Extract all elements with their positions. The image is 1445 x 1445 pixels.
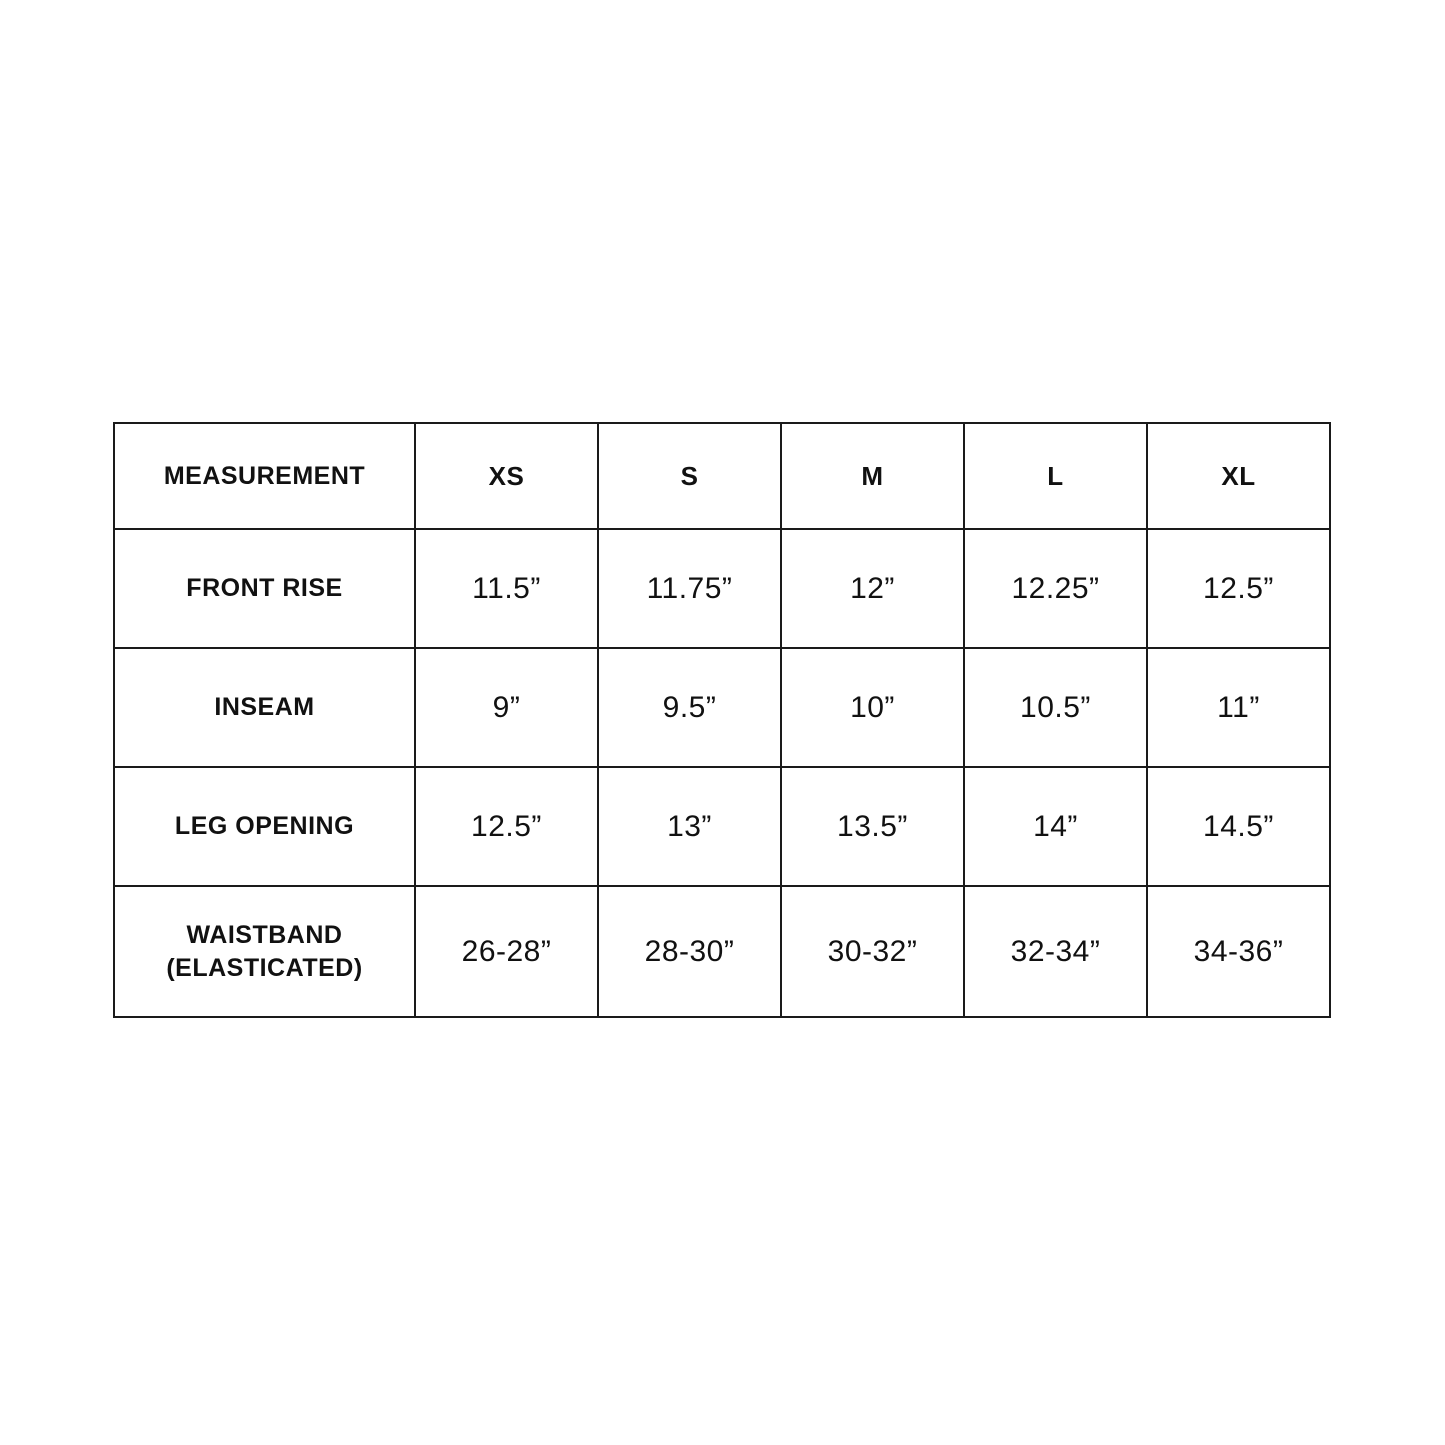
table-cell: 9.5” [598, 648, 781, 767]
row-label-leg-opening [114, 767, 415, 886]
table-cell: 12.5” [415, 767, 598, 886]
table-cell: 34-36” [1147, 886, 1330, 1017]
row-label-text: INSEAM [214, 693, 315, 722]
row-label-front-rise [114, 529, 415, 648]
table-row [114, 767, 1330, 886]
table-cell: 10.5” [964, 648, 1147, 767]
table-cell: 12” [781, 529, 964, 648]
table-cell: 13” [598, 767, 781, 886]
table-row [114, 648, 1330, 767]
table-cell: 30-32” [781, 886, 964, 1017]
table-cell: 14.5” [1147, 767, 1330, 886]
table-row [114, 529, 1330, 648]
header-size-l: L [964, 423, 1147, 529]
table-cell: 9” [415, 648, 598, 767]
table-cell: 26-28” [415, 886, 598, 1017]
row-label-waistband [114, 886, 415, 1017]
table-cell: 11” [1147, 648, 1330, 767]
header-size-s: S [598, 423, 781, 529]
header-measurement: MEASUREMENT [114, 423, 415, 529]
table-cell: 28-30” [598, 886, 781, 1017]
table-cell: 10” [781, 648, 964, 767]
header-size-xl: XL [1147, 423, 1330, 529]
row-label-text: LEG OPENING [174, 812, 355, 841]
table-cell: 12.25” [964, 529, 1147, 648]
header-size-m: M [781, 423, 964, 529]
row-label-text: FRONT RISE [186, 574, 343, 603]
row-label-inseam [114, 648, 415, 767]
table-cell: 12.5” [1147, 529, 1330, 648]
row-label-subtext: (ELASTICATED) [166, 953, 363, 982]
row-label-text: WAISTBAND [186, 921, 343, 949]
table-cell: 32-34” [964, 886, 1147, 1017]
size-chart-table [113, 422, 1331, 1018]
header-size-xs: XS [415, 423, 598, 529]
header-row [114, 423, 1330, 529]
table-cell: 14” [964, 767, 1147, 886]
table-cell: 13.5” [781, 767, 964, 886]
table-cell: 11.75” [598, 529, 781, 648]
table-row [114, 886, 1330, 1017]
table-cell: 11.5” [415, 529, 598, 648]
